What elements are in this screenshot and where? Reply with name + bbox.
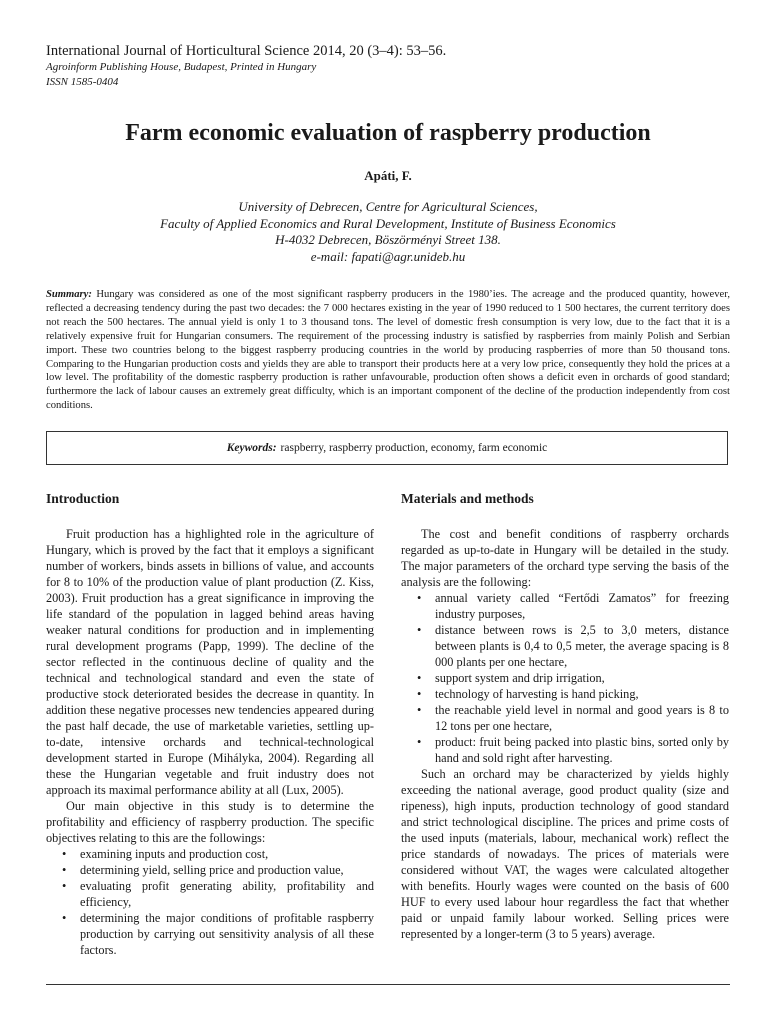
footer-divider	[46, 984, 730, 985]
keywords-label: Keywords:	[226, 442, 277, 454]
author-email: e-mail: fapati@agr.unideb.hu	[310, 248, 466, 264]
list-item: • determining yield, selling price and production value,	[46, 862, 374, 878]
summary-label: Summary:	[46, 289, 92, 300]
paper-title: Farm economic evaluation of raspberry production	[125, 120, 651, 146]
issn-line: ISSN 1585-0404	[46, 76, 119, 88]
list-item: • evaluating profit generating ability, profitability and efficiency,	[46, 878, 374, 910]
keywords-text: raspberry, raspberry production, economy, farm economic	[280, 442, 548, 454]
affiliation-line: University of Debrecen, Centre for Agricultural Sciences,	[238, 199, 538, 214]
list-item: • determining the major conditions of profitable raspberry production by carrying out sensitivity analysis of all these factors.	[46, 910, 374, 958]
list-item: • the reachable yield level in normal and good years is 8 to 12 tons per one hectare,	[401, 702, 729, 734]
list-item: • annual variety called “Fertődi Zamatos” for freezing industry purposes,	[401, 590, 729, 622]
introduction-paragraph: Fruit production has a highlighted role in the agriculture of Hungary, which is proved by the fact that it employs a significant number of workers, binds assets in billions of value, and accounts for 8 to 10% of the production value of plant production (Z. Kiss, 2003). Fruit production has a great significance in improving the life standard of the population in lagged behind areas having weaker natural conditions for production and in implementing rural development programs (Papp, 1999). The decline of the sector reflected in the continuous decline of quality and the technical and technological standard and even the state of productive stock deteriorated besides the decrease in quantity. In addition these negative processes new tendencies appeared during the past half decade, the use of marketable varieties, settling up-to-date, intensive orchards and technical-technological development started in Europe (Mihályka, 2004). Regarding all these the Hungarian vegetable and fruit industry does not approach its maximal performance ability at all (Lux, 2005).	[46, 527, 374, 797]
list-item: • support system and drip irrigation,	[401, 670, 729, 686]
affiliation-line: H-4032 Debrecen, Böszörményi Street 138.	[275, 232, 501, 247]
list-item: • technology of harvesting is hand picking,	[401, 686, 729, 702]
list-item: • product: fruit being packed into plastic bins, sorted only by hand and sold right after harvesting.	[401, 734, 729, 766]
objectives-list	[46, 846, 374, 958]
methods-paragraph: Such an orchard may be characterized by yields highly exceeding the national average, good product quality (size and ripeness), high inputs, production technology of good standard and strict technological discipline. The prices and prime costs of the used inputs (materials, labour, mechanical work) reflect the price standards of nowadays. The prices of materials were considered without VAT, the wages were calculated altogether with benefits. Hourly wages were counted on the basis of 600 HUF to every used labour hour regardless the fact that whether paid or unpaid family labour worked. Selling prices were represented by a longer-term (3 to 5 years) average.	[401, 767, 729, 941]
parameters-list	[401, 590, 729, 766]
methods-column	[401, 490, 729, 942]
journal-citation: International Journal of Horticultural Science 2014, 20 (3–4): 53–56.	[46, 43, 447, 59]
affiliation-block	[46, 199, 730, 265]
introduction-column	[46, 490, 374, 958]
summary-text: Hungary was considered as one of the most significant raspberry producers in the 1980’ies. The acreage and the produced quantity, however, reflected a decreasing tendency during the past two decades: the 7 000 hectares existing in the year of 1990 reduced to 1 500 hectares, the current territory does not reach the 500 hectares. The annual yield is only 1 to 3 thousand tons. The level of domestic fresh consumption is very low, due to the fact that it is a relatively expensive fruit for Hungarian consumers. The requirement of the processing industry is satisfied by raspberries from mainly Polish and Serbian import. These two countries belong to the biggest raspberry producing countries in the world by producing raspberries of more than 50 thousand tons. Comparing to the Hungarian production costs and yields they are able to transport their products here at a very low price, consequently they hold the prices at a low level. The profitability of the domestic raspberry production is rather unfavourable, production often shows a deficit even in orchards of good standard; furthermore the lack of labour causes an extremely great difficulty, which is an important component of the decline of the production independently from cost conditions.	[46, 289, 730, 412]
methods-heading: Materials and methods	[401, 491, 534, 506]
keywords-box	[46, 431, 728, 465]
publisher-line: Agroinform Publishing House, Budapest, Printed in Hungary	[46, 61, 317, 73]
introduction-heading: Introduction	[46, 491, 120, 506]
author-name: Apáti, F.	[364, 168, 412, 183]
methods-paragraph: The cost and benefit conditions of raspberry orchards regarded as up-to-date in Hungary will be detailed in the study. The major parameters of the orchard type serving the basis of the analysis are the following:	[401, 527, 729, 589]
summary-abstract	[46, 288, 730, 413]
paper-page	[46, 0, 730, 1024]
objective-paragraph: Our main objective in this study is to determine the profitability and efficiency of raspberry production. The specific objectives relating to this are the followings:	[46, 799, 374, 845]
affiliation-line: Faculty of Applied Economics and Rural Development, Institute of Business Economics	[160, 215, 616, 231]
list-item: • examining inputs and production cost,	[46, 846, 374, 862]
list-item: • distance between rows is 2,5 to 3,0 meters, distance between plants is 0,4 to 0,5 meter, the average spacing is 8 000 plants per one hectare,	[401, 622, 729, 670]
